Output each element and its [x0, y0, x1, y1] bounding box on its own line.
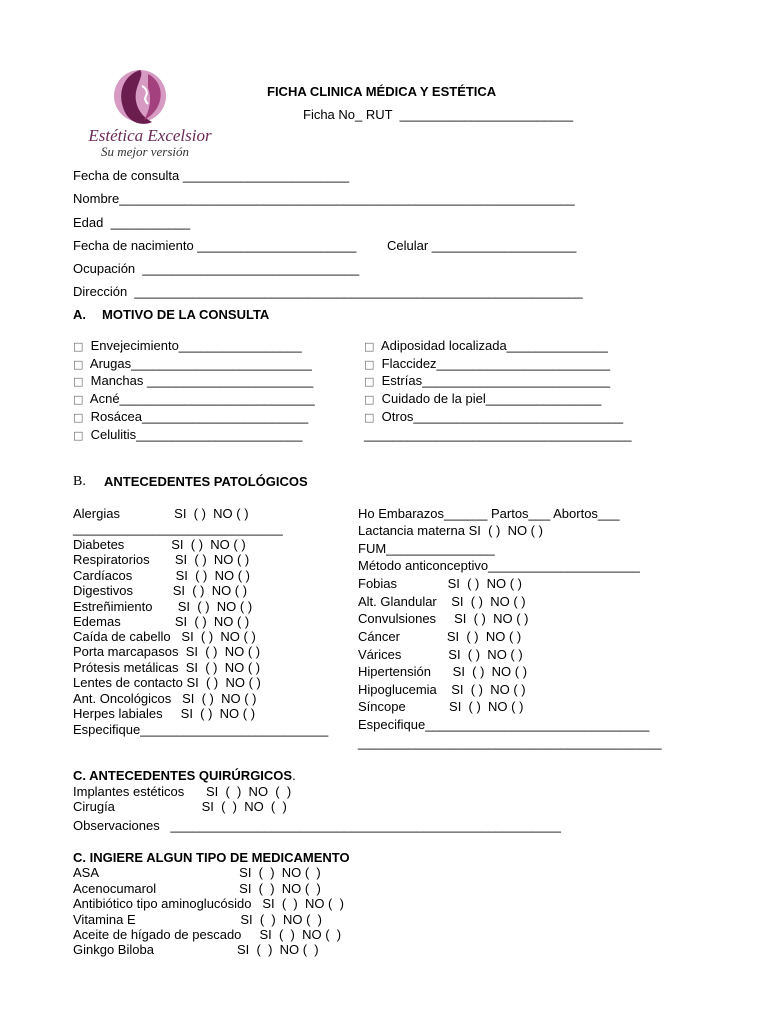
- list-item[interactable]: ASA SI ( ) NO ( ): [73, 865, 321, 880]
- list-item[interactable]: Digestivos SI ( ) NO ( ): [73, 583, 248, 598]
- checkbox-item[interactable]: □ Manchas _______________________: [73, 373, 314, 388]
- list-item[interactable]: Diabetes SI ( ) NO ( ): [73, 537, 246, 552]
- checkbox-item[interactable]: □ Adiposidad localizada______________: [364, 338, 608, 353]
- ocupacion-field[interactable]: Ocupación ______________________________: [73, 261, 360, 276]
- checkbox-icon[interactable]: □: [73, 340, 84, 353]
- fecha-nacimiento-field[interactable]: Fecha de nacimiento ______________________: [73, 238, 357, 253]
- list-item[interactable]: Aceite de hígado de pescado SI ( ) NO ( ): [73, 927, 342, 942]
- checkbox-item[interactable]: □ Flaccidez________________________: [364, 356, 611, 371]
- section-c2-title: C. INGIERE ALGUN TIPO DE MEDICAMENTO: [73, 850, 350, 865]
- checkbox-item[interactable]: □ Acné___________________________: [73, 391, 315, 406]
- checkbox-icon[interactable]: □: [73, 393, 84, 406]
- edad-field[interactable]: Edad ___________: [73, 215, 191, 230]
- logo-name: Estética Excelsior: [88, 126, 212, 145]
- checkbox-icon[interactable]: □: [73, 411, 84, 424]
- list-item[interactable]: Cáncer SI ( ) NO ( ): [358, 629, 522, 644]
- list-item[interactable]: Método anticonceptivo_____________________: [358, 558, 640, 573]
- clinic-logo: [70, 66, 228, 162]
- checkbox-icon[interactable]: □: [364, 393, 375, 406]
- document-title: FICHA CLINICA MÉDICA Y ESTÉTICA: [267, 84, 497, 99]
- checkbox-item[interactable]: □ Cuidado de la piel________________: [364, 391, 602, 406]
- checkbox-icon[interactable]: □: [73, 375, 84, 388]
- list-item[interactable]: Porta marcapasos SI ( ) NO ( ): [73, 644, 261, 659]
- list-item[interactable]: Estreñimiento SI ( ) NO ( ): [73, 599, 253, 614]
- list-item[interactable]: Alt. Glandular SI ( ) NO ( ): [358, 594, 526, 609]
- list-item[interactable]: Implantes estéticos SI ( ) NO ( ): [73, 784, 292, 799]
- list-item[interactable]: Herpes labiales SI ( ) NO ( ): [73, 706, 256, 721]
- list-item[interactable]: Caída de cabello SI ( ) NO ( ): [73, 629, 256, 644]
- list-item[interactable]: Respiratorios SI ( ) NO ( ): [73, 552, 250, 567]
- list-item[interactable]: Cardíacos SI ( ) NO ( ): [73, 568, 250, 583]
- list-item[interactable]: Várices SI ( ) NO ( ): [358, 647, 523, 662]
- list-item[interactable]: Acenocumarol SI ( ) NO ( ): [73, 881, 321, 896]
- list-item[interactable]: Síncope SI ( ) NO ( ): [358, 699, 524, 714]
- list-item[interactable]: Ho Embarazos______ Partos___ Abortos___: [358, 506, 620, 521]
- list-item[interactable]: Ant. Oncológicos SI ( ) NO ( ): [73, 691, 257, 706]
- list-item[interactable]: Antibiótico tipo aminoglucósido SI ( ) NO ( ): [73, 896, 344, 911]
- section-a-letter: A.: [73, 307, 86, 322]
- checkbox-item[interactable]: □ Otros_____________________________: [364, 409, 624, 424]
- nombre-field[interactable]: Nombre_______________________________________________________________: [73, 191, 575, 206]
- list-item[interactable]: Hipoglucemia SI ( ) NO ( ): [358, 682, 526, 697]
- list-item[interactable]: Alergias SI ( ) NO ( ): [73, 506, 249, 521]
- section-b-title: ANTECEDENTES PATOLÓGICOS: [104, 474, 308, 489]
- list-item[interactable]: Lentes de contacto SI ( ) NO ( ): [73, 675, 261, 690]
- checkbox-icon[interactable]: □: [73, 429, 84, 442]
- fecha-consulta-field[interactable]: Fecha de consulta _______________________: [73, 168, 350, 183]
- section-c1-title: C. ANTECEDENTES QUIRÚRGICOS: [73, 768, 293, 783]
- list-item[interactable]: Convulsiones SI ( ) NO ( ): [358, 611, 529, 626]
- checkbox-item[interactable]: □ Envejecimiento_________________: [73, 338, 302, 353]
- list-item[interactable]: Fobias SI ( ) NO ( ): [358, 576, 522, 591]
- observaciones-field[interactable]: Observaciones ______________________________________________________: [73, 818, 561, 833]
- section-a-title: MOTIVO DE LA CONSULTA: [102, 307, 270, 322]
- checkbox-item[interactable]: □ Arugas_________________________: [73, 356, 312, 371]
- checkbox-item[interactable]: □ Rosácea_______________________: [73, 409, 309, 424]
- otros-specify-line[interactable]: _____________________________________: [364, 427, 632, 442]
- list-item[interactable]: FUM_______________: [358, 541, 495, 556]
- list-item[interactable]: Vitamina E SI ( ) NO ( ): [73, 912, 322, 927]
- checkbox-item[interactable]: □ Estrías__________________________: [364, 373, 611, 388]
- list-item[interactable]: Edemas SI ( ) NO ( ): [73, 614, 250, 629]
- section-c1-heading: C. ANTECEDENTES QUIRÚRGICOS.: [73, 768, 296, 783]
- list-item[interactable]: _____________________________: [73, 521, 283, 536]
- ficha-rut-field[interactable]: Ficha No_ RUT ________________________: [303, 107, 574, 122]
- checkbox-icon[interactable]: □: [364, 411, 375, 424]
- section-b-letter: B.: [73, 474, 86, 489]
- face-emblem-icon: [70, 66, 230, 128]
- list-item[interactable]: Especifique__________________________: [73, 722, 329, 737]
- list-item[interactable]: Prótesis metálicas SI ( ) NO ( ): [73, 660, 261, 675]
- list-item[interactable]: Lactancia materna SI ( ) NO ( ): [358, 523, 543, 538]
- list-item[interactable]: Hipertensión SI ( ) NO ( ): [358, 664, 528, 679]
- logo-tagline: Su mejor versión: [100, 144, 190, 159]
- checkbox-icon[interactable]: □: [364, 340, 375, 353]
- checkbox-icon[interactable]: □: [364, 358, 375, 371]
- direccion-field[interactable]: Dirección ______________________________________________________________: [73, 284, 583, 299]
- list-item[interactable]: Especifique_______________________________: [358, 717, 650, 732]
- list-item[interactable]: Cirugía SI ( ) NO ( ): [73, 799, 287, 814]
- checkbox-icon[interactable]: □: [73, 358, 84, 371]
- list-item[interactable]: Ginkgo Biloba SI ( ) NO ( ): [73, 942, 319, 957]
- celular-field[interactable]: Celular ____________________: [387, 238, 577, 253]
- checkbox-icon[interactable]: □: [364, 375, 375, 388]
- list-item[interactable]: __________________________________________: [358, 735, 662, 750]
- checkbox-item[interactable]: □ Celulitis_______________________: [73, 427, 303, 442]
